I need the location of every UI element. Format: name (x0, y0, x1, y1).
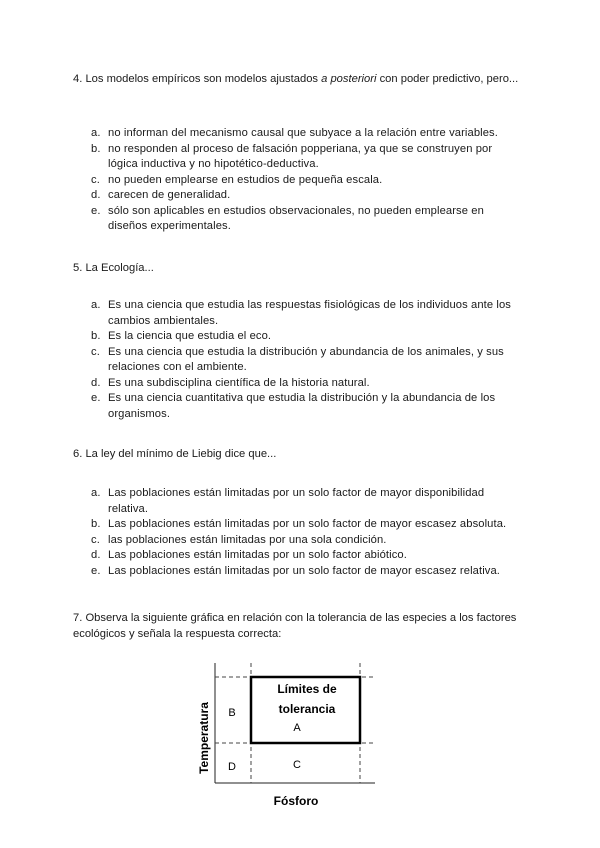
x-axis-label: Fósforo (273, 794, 319, 808)
question-5-stem: 5. La Ecología... (73, 262, 154, 274)
question-6 (73, 446, 528, 577)
option-a[interactable]: a. no informan del mecanismo causal que subyace a la relación entre variables. (91, 127, 498, 139)
box-title-line2: tolerancia (278, 702, 336, 716)
option-b[interactable]: b. Las poblaciones están limitadas por un solo factor de mayor escasez absoluta. (91, 518, 507, 530)
option-d[interactable]: d. carecen de generalidad. (91, 189, 231, 201)
option-d[interactable]: d. Las poblaciones están limitadas por un solo factor abiótico. (91, 549, 407, 561)
tolerance-figure (195, 660, 385, 810)
question-7-stem: 7. Observa la siguiente gráfica en relación con la tolerancia de las especies a los factores ecológicos y señala la respuesta correcta: (73, 612, 517, 640)
option-e[interactable]: e. sólo son aplicables en estudios observacionales, no pueden emplearse en diseños experimentales. (91, 204, 484, 232)
option-b[interactable]: b. no responden al proceso de falsación popperiana, ya que se construyen por lógica inductiva y no hipotético-deductiva. (91, 142, 493, 170)
option-a[interactable]: a. Es una ciencia que estudia las respuestas fisiológicas de los individuos ante los cambios ambientales. (91, 299, 512, 327)
option-e[interactable]: e. Las poblaciones están limitadas por un solo factor de mayor escasez relativa. (91, 564, 501, 577)
italic-term: a posteriori (321, 73, 377, 85)
option-c[interactable]: c. Es una ciencia que estudia la distribución y abundancia de los animales, y sus relaciones con el ambiente. (91, 345, 504, 373)
option-d[interactable]: d. Es una subdisciplina científica de la historia natural. (91, 376, 370, 389)
tolerance-diagram (195, 660, 385, 810)
option-b[interactable]: b. Es la ciencia que estudia el eco. (91, 330, 272, 342)
region-d-label: D (228, 761, 236, 773)
question-6-options (91, 486, 516, 579)
option-e[interactable]: e. Es una ciencia cuantitativa que estudia la distribución y la abundancia de los organismos. (91, 392, 496, 420)
box-title-line1: Límites de (277, 682, 337, 696)
region-b-label: B (228, 707, 236, 719)
option-a[interactable]: a. Las poblaciones están limitadas por un solo factor de mayor disponibilidad relativa. (91, 487, 485, 515)
question-7 (73, 610, 528, 642)
question-5-options (91, 298, 516, 422)
question-6-stem: 6. La ley del mínimo de Liebig dice que... (73, 448, 277, 460)
question-5 (73, 260, 528, 420)
option-c[interactable]: c. no pueden emplearse en estudios de pequeña escala. (91, 173, 383, 186)
option-c[interactable]: c. las poblaciones están limitadas por una sola condición. (91, 533, 387, 546)
question-4-stem: 4. Los modelos empíricos son modelos ajustados a posteriori con poder predictivo, pero... (73, 73, 519, 85)
region-a-label: A (293, 722, 301, 734)
question-4-options (91, 126, 516, 235)
region-c-label: C (293, 759, 301, 771)
question-4 (73, 71, 528, 232)
y-axis-label: Temperatura (197, 702, 211, 774)
